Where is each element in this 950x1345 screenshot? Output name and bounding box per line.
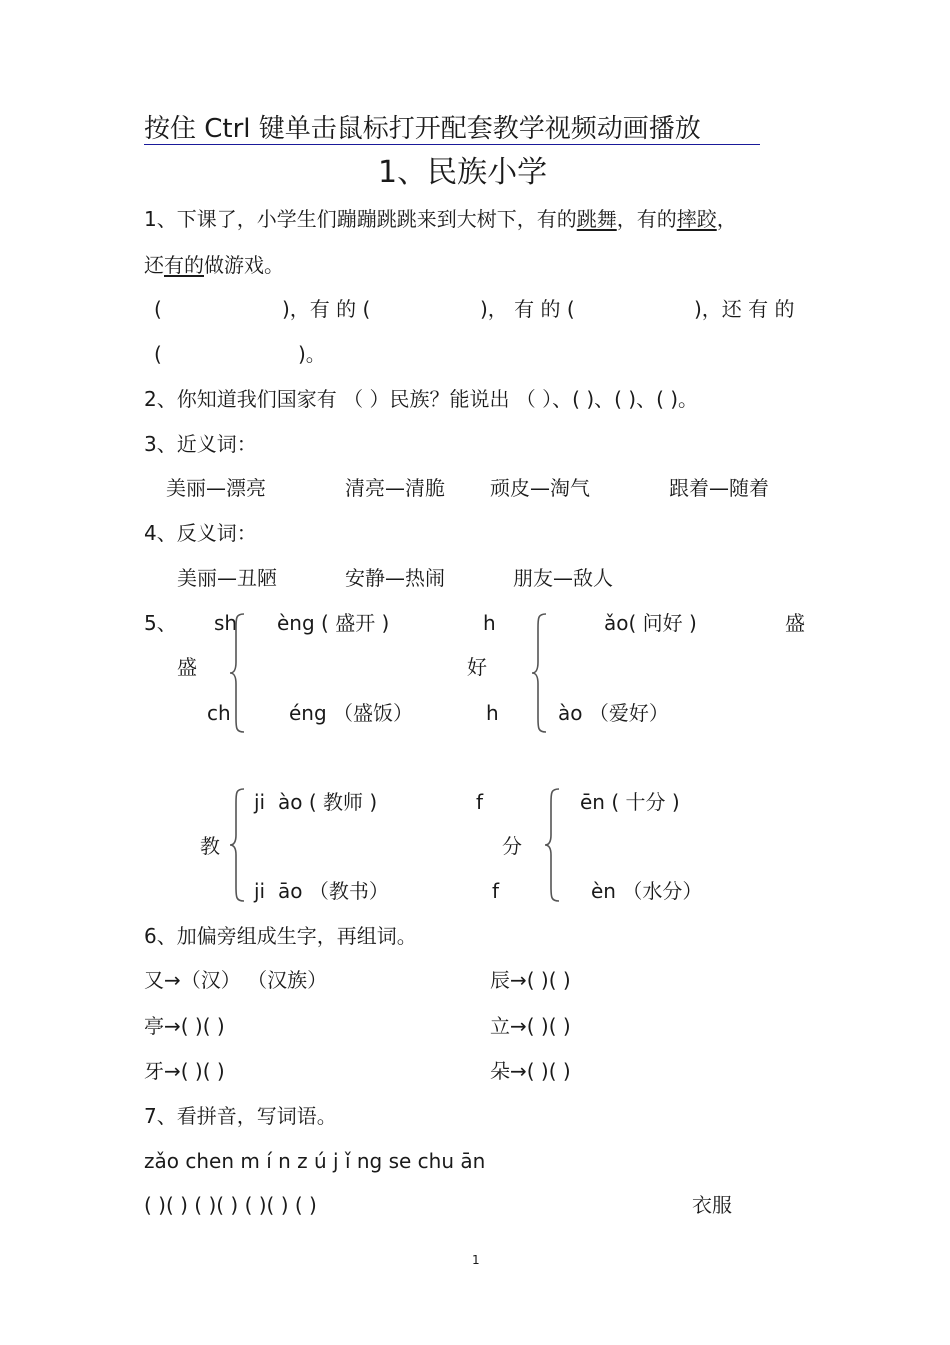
hao-top-initial: h [483,611,496,635]
q1-line1 [144,207,737,231]
q7-answer: 衣服 [692,1193,732,1217]
q3-pair-1: 美丽—漂亮 [166,476,266,500]
q1-line2-b: 做游戏。 [204,253,284,277]
q6-left-1: 又→（汉） （汉族） [144,968,328,992]
page-number: 1 [472,1253,480,1267]
hao-bottom-initial: h [486,701,499,725]
jiao-bottom-final: āo （教书） [278,879,389,903]
q6-left-2: 亭→( )( ) [144,1014,225,1038]
jiao-top-final: ào ( 教师 ) [278,790,378,814]
q6-right-2: 立→( )( ) [490,1014,571,1038]
q1-blank-5: ( [154,342,162,366]
sheng-top-final: èng ( 盛开 ) [277,611,390,635]
sheng-char: 盛 [177,655,197,679]
q6-right-1: 辰→( )( ) [490,968,571,992]
q6-right-3: 朵→( )( ) [490,1059,571,1083]
jiao-bottom-initial: ji [254,879,266,903]
fen-top-final: ēn ( 十分 ) [580,790,680,814]
q4-pair-1: 美丽—丑陋 [177,566,277,590]
jiao-top-initial: ji [254,790,266,814]
q1-line2 [144,253,284,277]
extra-sheng-char: 盛 [785,611,805,635]
q1-blank-6: )。 [298,342,326,366]
q1-blank-2: )，有 的 ( [282,297,371,321]
q3-pair-2: 清亮—清脆 [345,476,445,500]
q1-text-b: ，有的 [616,207,677,231]
link-underline [144,144,760,145]
brace-sheng [228,612,248,734]
hao-top-final: ǎo( 问好 ) [604,611,697,635]
q1-text-c: ， [716,207,737,231]
q1-blank-3: )， 有 的 ( [480,297,575,321]
q1-line2-a: 还 [144,253,164,277]
q6-left-3: 牙→( )( ) [144,1059,225,1083]
fen-bottom-final: èn （水分） [591,879,703,903]
sheng-bottom-final: éng （盛饭） [289,701,414,725]
q7-label: 7、看拼音，写词语。 [144,1104,337,1128]
video-link[interactable]: 按住 Ctrl 键单击鼠标打开配套教学视频动画播放 [144,114,701,144]
sheng-top-initial: sh [214,611,238,635]
q3-pair-3: 顽皮—淘气 [490,476,590,500]
sheng-bottom-initial: ch [207,701,231,725]
q1-blank-open-1: ( [154,297,162,321]
q1-blank-4: )，还 有 的 [694,297,795,321]
q4-label: 4、反义词： [144,521,257,545]
hao-bottom-final: ào （爱好） [558,701,669,725]
brace-fen [543,787,563,903]
brace-jiao [228,787,248,903]
q4-pair-3: 朋友—敌人 [513,566,613,590]
fen-top-initial: f [476,790,484,814]
q2-text: 2、你知道我们国家有 （ ）民族？能说出 （ ）、( )、( )、( )。 [144,387,699,411]
q4-pair-2: 安静—热闹 [345,566,445,590]
hao-char: 好 [467,655,487,679]
q7-blanks: ( )( ) ( )( ) ( )( ) ( ) [144,1193,317,1217]
q1-line2-underlined: 有的 [164,253,204,277]
q3-label: 3、近义词： [144,432,257,456]
fen-char: 分 [502,834,522,858]
q6-label: 6、加偏旁组成生字，再组词。 [144,924,417,948]
q7-pinyin: zǎo chen m í n z ú j ǐ ng se chu ān [144,1149,486,1173]
fen-bottom-initial: f [492,879,500,903]
q1-underlined-word-1: 跳舞 [576,207,617,231]
brace-hao [530,612,550,734]
q1-text-a: 1、下课了，小学生们蹦蹦跳跳来到大树下，有的 [144,207,577,231]
page-title: 1、民族小学 [378,155,548,190]
q5-label: 5、 [144,611,177,635]
jiao-char: 教 [200,834,220,858]
q1-underlined-word-2: 摔跤 [676,207,717,231]
q3-pair-4: 跟着—随着 [669,476,769,500]
